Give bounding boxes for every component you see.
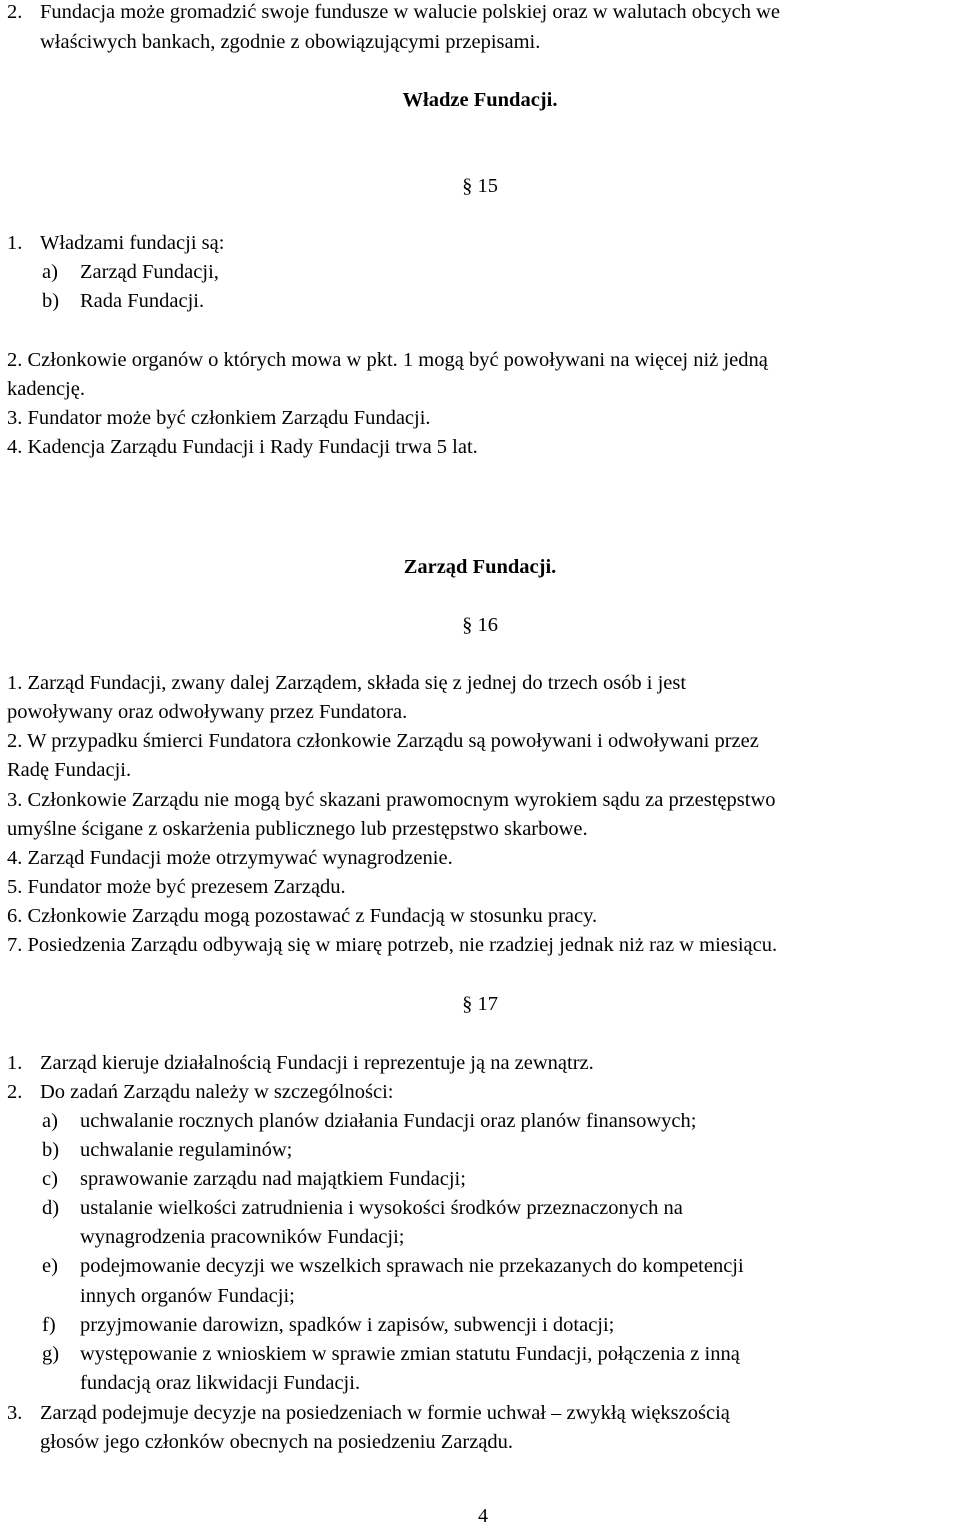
list-item: 4. Zarząd Fundacji może otrzymywać wynagrodzenie. (7, 847, 453, 869)
sub-item (42, 1167, 466, 1191)
list-item: 2. Członkowie organów o których mowa w pkt. 1 mogą być powoływani na więcej niż jedną (7, 349, 768, 371)
sub-item (42, 1109, 696, 1133)
list-item: 3. Członkowie Zarządu nie mogą być skazani prawomocnym wyrokiem sądu za przestępstwo (7, 789, 776, 811)
paragraph-number: § 16 (462, 614, 498, 636)
sub-item (42, 1313, 614, 1337)
list-item: 2. W przypadku śmierci Fundatora członkowie Zarządu są powoływani i odwoływani przez (7, 730, 759, 752)
list-item: 1. Zarząd Fundacji, zwany dalej Zarządem, składa się z jednej do trzech osób i jest (7, 672, 687, 694)
sub-item (42, 1342, 740, 1366)
sub-item-text: uchwalanie rocznych planów działania Fundacji oraz planów finansowych; (80, 1110, 697, 1132)
sub-item-letter: e) (42, 1255, 58, 1277)
item-number: 2. (7, 1081, 23, 1103)
item-text: Do zadań Zarządu należy w szczególności: (40, 1081, 394, 1103)
sub-item-text: uchwalanie regulaminów; (80, 1139, 293, 1161)
sub-item-letter: a) (42, 1110, 58, 1132)
item-text-continuation: głosów jego członków obecnych na posiedzeniu Zarządu. (40, 1431, 514, 1453)
list-item-continuation: kadencję. (7, 378, 85, 400)
sub-item-letter: d) (42, 1197, 60, 1219)
list-item: 7. Posiedzenia Zarządu odbywają się w miarę potrzeb, nie rzadziej jednak niż raz w miesiącu. (7, 934, 778, 956)
sub-item-text: przyjmowanie darowizn, spadków i zapisów, subwencji i dotacji; (80, 1314, 615, 1336)
item-text-continuation: właściwych bankach, zgodnie z obowiązującymi przepisami. (40, 31, 541, 53)
sub-item-text: ustalanie wielkości zatrudnienia i wysokości środków przeznaczonych na (80, 1197, 683, 1219)
sub-item-letter: f) (42, 1314, 56, 1336)
list-item: 6. Członkowie Zarządu mogą pozostawać z Fundacją w stosunku pracy. (7, 905, 598, 927)
sub-item (42, 1138, 292, 1162)
sub-item-continuation: wynagrodzenia pracowników Fundacji; (80, 1226, 405, 1248)
item-text: Zarząd podejmuje decyzje na posiedzeniach w formie uchwał – zwykłą większością (40, 1402, 730, 1424)
list-item (7, 231, 224, 255)
item-number: 2. (7, 1, 23, 23)
paragraph-number: § 15 (462, 175, 498, 197)
sub-item-text: Zarząd Fundacji, (80, 261, 219, 283)
item-number: 3. (7, 1402, 23, 1424)
section-heading: Zarząd Fundacji. (403, 556, 557, 578)
sub-item-continuation: innych organów Fundacji; (80, 1285, 295, 1307)
sub-item-letter: c) (42, 1168, 58, 1190)
item-number: 1. (7, 1052, 23, 1074)
list-item: 4. Kadencja Zarządu Fundacji i Rady Fundacji trwa 5 lat. (7, 436, 478, 458)
list-item (7, 1051, 594, 1075)
sub-item (42, 289, 204, 313)
sub-item (42, 260, 219, 284)
list-item: 3. Fundator może być członkiem Zarządu Fundacji. (7, 407, 431, 429)
list-item-continuation: umyślne ścigane z oskarżenia publicznego lub przestępstwo skarbowe. (7, 818, 588, 840)
list-item (7, 1401, 730, 1425)
sub-item-continuation: fundacją oraz likwidacji Fundacji. (80, 1372, 361, 1394)
list-item: 5. Fundator może być prezesem Zarządu. (7, 876, 346, 898)
paragraph-number: § 17 (462, 993, 498, 1015)
item-text: Fundacja może gromadzić swoje fundusze w walucie polskiej oraz w walutach obcych we (40, 1, 781, 23)
sub-item-text: podejmowanie decyzji we wszelkich sprawach nie przekazanych do kompetencji (80, 1255, 744, 1277)
list-item-continuation: powoływany oraz odwoływany przez Fundatora. (7, 701, 408, 723)
sub-item (42, 1254, 744, 1278)
sub-item-letter: a) (42, 261, 58, 283)
sub-item-text: występowanie z wnioskiem w sprawie zmian statutu Fundacji, połączenia z inną (80, 1343, 740, 1365)
list-item (7, 0, 780, 24)
list-item-continuation: Radę Fundacji. (7, 759, 132, 781)
page-number: 4 (478, 1505, 488, 1527)
sub-item-letter: b) (42, 1139, 60, 1161)
item-text: Zarząd kieruje działalnością Fundacji i reprezentuje ją na zewnątrz. (40, 1052, 594, 1074)
list-item (7, 1080, 393, 1104)
sub-item-text: sprawowanie zarządu nad majątkiem Fundacji; (80, 1168, 466, 1190)
sub-item-letter: b) (42, 290, 60, 312)
item-number: 1. (7, 232, 23, 254)
item-text: Władzami fundacji są: (40, 232, 225, 254)
section-heading: Władze Fundacji. (402, 89, 558, 111)
sub-item-letter: g) (42, 1343, 60, 1365)
sub-item-text: Rada Fundacji. (80, 290, 205, 312)
sub-item (42, 1196, 683, 1220)
